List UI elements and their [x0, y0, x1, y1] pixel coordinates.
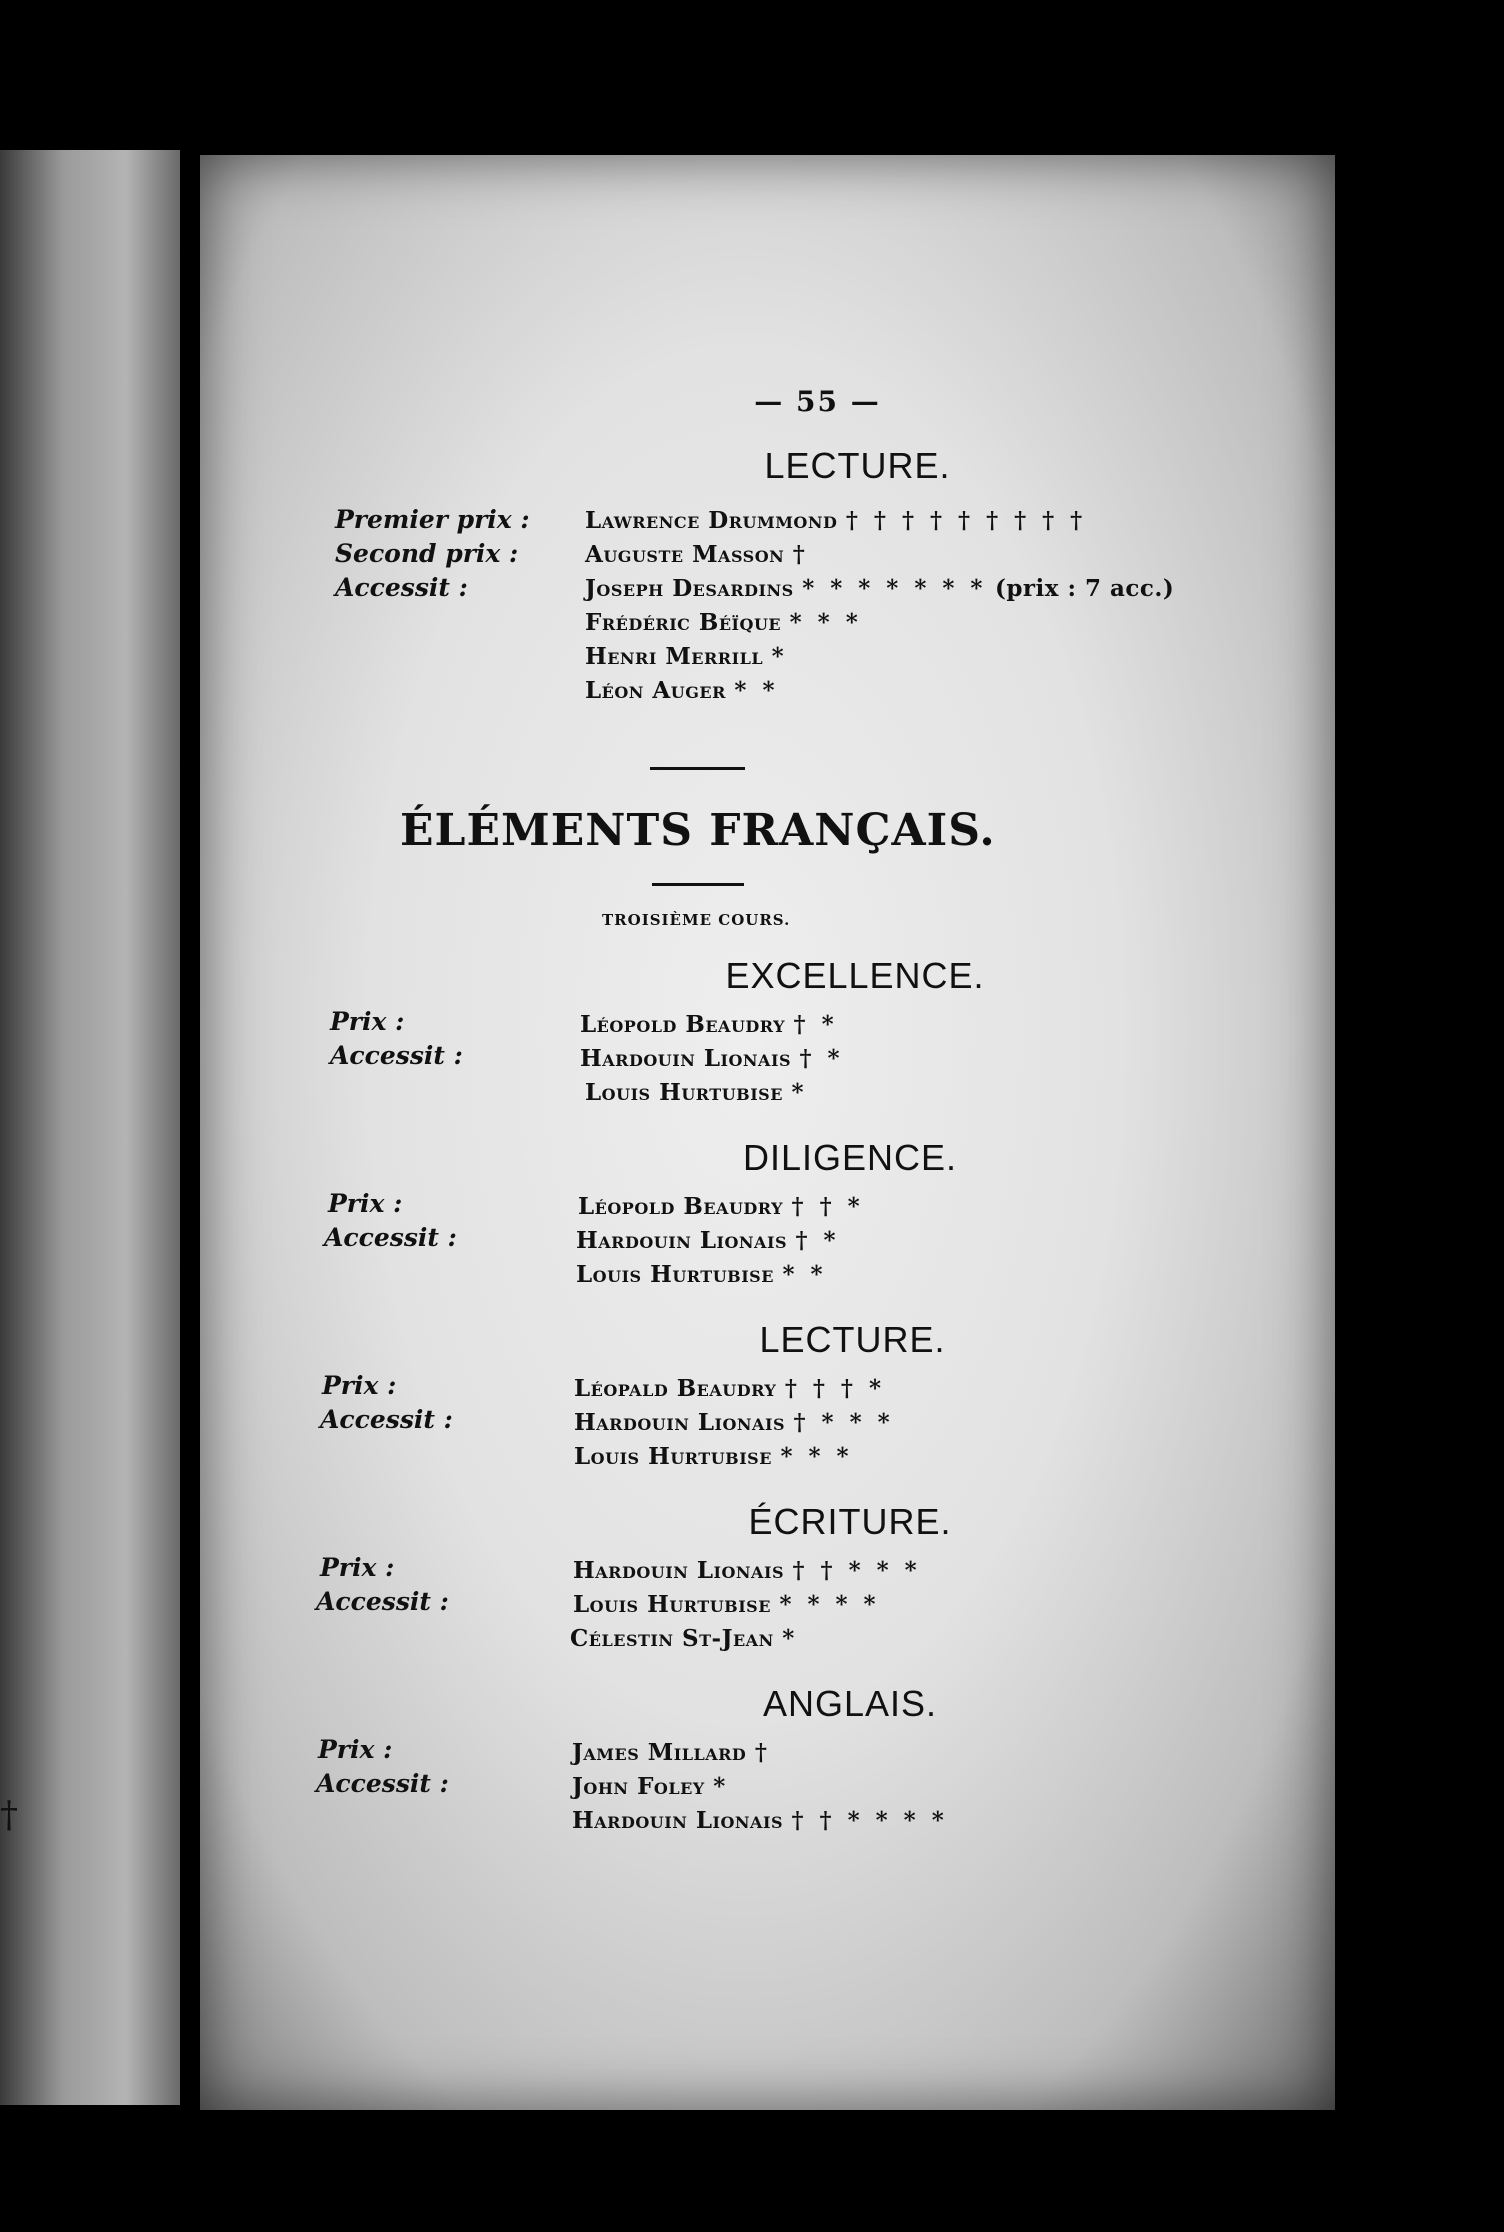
- student-name: Auguste Masson: [585, 541, 785, 568]
- entry-name: [585, 575, 1174, 602]
- page-number: — 55 —: [754, 385, 881, 418]
- award-marks: *: [791, 1079, 808, 1106]
- student-name: Louis Hurtubise: [573, 1591, 771, 1618]
- award-marks: * * * *: [779, 1591, 880, 1618]
- book-page: [200, 155, 1335, 2110]
- student-name: Lawrence Drummond: [585, 507, 838, 534]
- entry-label: Second prix :: [335, 539, 519, 568]
- entry-name: [576, 1227, 840, 1254]
- award-marks: *: [782, 1625, 799, 1652]
- entry-label: Prix :: [322, 1371, 397, 1400]
- award-marks: † † *: [791, 1193, 864, 1220]
- entry-name: [572, 1773, 729, 1800]
- award-marks: * *: [734, 677, 779, 704]
- previous-page-edge: [0, 150, 180, 2105]
- entry-name: [585, 541, 809, 568]
- award-marks: * *: [782, 1261, 827, 1288]
- entry-name: [574, 1409, 894, 1436]
- entry-name: [574, 1443, 853, 1470]
- award-marks: † * * *: [793, 1409, 894, 1436]
- award-marks: †: [754, 1739, 771, 1766]
- award-marks: *: [771, 643, 788, 670]
- entry-label: Accessit :: [316, 1587, 449, 1616]
- entry-name: [585, 643, 788, 670]
- student-name: Célestin St-Jean: [570, 1625, 774, 1652]
- section-title-anglais: ANGLAIS.: [762, 1683, 938, 1724]
- main-heading: ÉLÉMENTS FRANÇAIS.: [400, 805, 996, 856]
- student-name: John Foley: [572, 1773, 705, 1800]
- student-name: Hardouin Lionais: [573, 1557, 784, 1584]
- student-name: Louis Hurtubise: [576, 1261, 774, 1288]
- student-name: Hardouin Lionais: [576, 1227, 787, 1254]
- section-title-excellence: EXCELLENCE.: [725, 955, 985, 996]
- divider-rule: [650, 767, 745, 770]
- section-title-lecture: LECTURE.: [764, 445, 951, 486]
- entry-name: [585, 609, 862, 636]
- entry-label: Prix :: [320, 1553, 395, 1582]
- award-marks: † † * * *: [792, 1557, 921, 1584]
- award-marks: † *: [799, 1045, 844, 1072]
- student-name: Hardouin Lionais: [572, 1807, 783, 1834]
- section-title-lecture-course: LECTURE.: [759, 1319, 946, 1360]
- student-name: Frédéric Béïque: [585, 609, 782, 636]
- entry-label: Accessit :: [335, 573, 468, 602]
- section-title-ecriture: ÉCRITURE.: [748, 1501, 952, 1542]
- entry-label: Accessit :: [324, 1223, 457, 1252]
- entry-name: [585, 507, 1086, 534]
- entry-label: Accessit :: [320, 1405, 453, 1434]
- award-marks: †: [792, 541, 809, 568]
- entry-name: [570, 1625, 798, 1652]
- entry-label: Prix :: [318, 1735, 393, 1764]
- award-marks: † † † *: [784, 1375, 885, 1402]
- award-marks: † *: [793, 1011, 838, 1038]
- entry-label: Accessit :: [316, 1769, 449, 1798]
- course-label: TROISIÈME COURS.: [602, 911, 791, 929]
- entry-name: [576, 1261, 827, 1288]
- left-page-dagger: †: [0, 1795, 18, 1836]
- award-marks: † † † † † † † † †: [845, 507, 1087, 534]
- prize-note: (prix : 7 acc.): [994, 575, 1175, 602]
- entry-name: [573, 1591, 880, 1618]
- entry-name: [585, 677, 779, 704]
- entry-name: [585, 1079, 807, 1106]
- student-name: Louis Hurtubise: [585, 1079, 783, 1106]
- student-name: Hardouin Lionais: [580, 1045, 791, 1072]
- entry-label: Premier prix :: [335, 505, 530, 534]
- student-name: Joseph Desardins: [585, 575, 794, 602]
- award-marks: *: [713, 1773, 730, 1800]
- entry-label: Prix :: [330, 1007, 405, 1036]
- divider-rule: [652, 883, 744, 886]
- award-marks: * * *: [780, 1443, 853, 1470]
- student-name: Hardouin Lionais: [574, 1409, 785, 1436]
- award-marks: † † * * * *: [791, 1807, 948, 1834]
- student-name: Léon Auger: [585, 677, 726, 704]
- entry-name: [578, 1193, 864, 1220]
- entry-name: [580, 1045, 844, 1072]
- student-name: Henri Merrill: [585, 643, 764, 670]
- entry-name: [572, 1739, 771, 1766]
- student-name: Louis Hurtubise: [574, 1443, 772, 1470]
- entry-name: [574, 1375, 885, 1402]
- section-title-diligence: DILIGENCE.: [742, 1137, 958, 1178]
- student-name: Léopold Beaudry: [580, 1011, 786, 1038]
- award-marks: * * * * * * *: [802, 575, 987, 602]
- entry-name: [580, 1011, 838, 1038]
- student-name: Léopald Beaudry: [574, 1375, 777, 1402]
- entry-name: [573, 1557, 921, 1584]
- student-name: James Millard: [572, 1739, 747, 1766]
- award-marks: † *: [795, 1227, 840, 1254]
- entry-label: Accessit :: [330, 1041, 463, 1070]
- student-name: Léopold Beaudry: [578, 1193, 784, 1220]
- entry-label: Prix :: [328, 1189, 403, 1218]
- entry-name: [572, 1807, 948, 1834]
- award-marks: * * *: [789, 609, 862, 636]
